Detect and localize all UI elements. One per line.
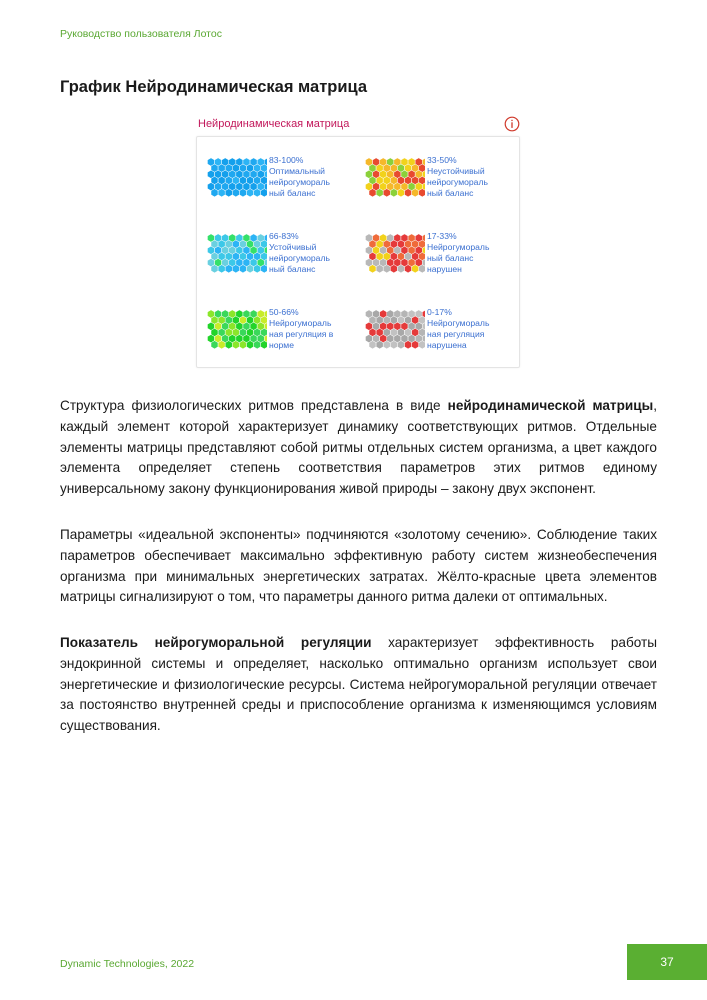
running-header: Руководство пользователя Лотос xyxy=(60,28,222,40)
legend-item-17-33 xyxy=(365,233,515,291)
hex-matrix-swatch xyxy=(365,233,425,277)
legend-line: Устойчивый xyxy=(269,242,317,252)
hex-matrix-swatch xyxy=(207,233,267,277)
text-run: , каждый элемент которой характеризует динамику соответствующих ритмов. Отдельные элементы матрицы представляют собой ритмы отдельных систем организма, а цвет каждого элемента определяет степень соответствия параметров этих ритмов единому универсальному закону функционирования живой природы – закону двух экспонент. xyxy=(60,398,657,497)
hex-cell xyxy=(383,341,390,349)
hex-cell xyxy=(239,265,246,273)
hex-cell xyxy=(369,341,376,349)
hex-cell xyxy=(232,265,239,273)
legend-range: 0-17% xyxy=(427,307,452,317)
info-icon[interactable] xyxy=(504,116,520,132)
hex-cell xyxy=(390,265,397,273)
legend-line: нейрогумораль xyxy=(427,177,488,187)
legend-line: ный баланс xyxy=(269,188,316,198)
hex-matrix-swatch xyxy=(207,157,267,201)
hex-cell xyxy=(218,189,225,197)
hex-cell xyxy=(261,189,267,197)
legend-item-83-100 xyxy=(207,157,357,215)
legend-line: ный баланс xyxy=(427,188,474,198)
legend-line: ная регуляция в xyxy=(269,329,334,339)
hex-cell xyxy=(376,189,383,197)
legend-line: норме xyxy=(269,340,294,350)
legend-line: ный баланс xyxy=(269,264,316,274)
hex-cell xyxy=(247,341,254,349)
legend-line: ный баланс xyxy=(427,253,474,263)
legend-line: нейрогумораль xyxy=(269,177,330,187)
hex-cell xyxy=(261,265,267,273)
hex-cell xyxy=(254,341,261,349)
hex-cell xyxy=(405,189,412,197)
legend-range: 17-33% xyxy=(427,231,457,241)
legend-line: Нейрогумораль xyxy=(427,318,490,328)
section-title: График Нейродинамическая матрица xyxy=(60,78,368,96)
legend-line: ная регуляция xyxy=(427,329,485,339)
bold-term: Показатель нейрогуморальной регуляции xyxy=(60,635,372,650)
text-run: характеризует эффективность работы эндокринной системы и определяет, насколько оптимально организм использует свои энергетические и физиологические ресурсы. Система нейрогуморальной регуляции отвечает за постоянство внутренней среды и приспособление организма к изменяющимся условиям существования. xyxy=(60,635,658,734)
legend-line: нарушена xyxy=(427,340,467,350)
hex-matrix-swatch xyxy=(207,309,267,353)
hex-cell xyxy=(412,265,419,273)
hex-cell xyxy=(225,265,232,273)
legend-range: 66-83% xyxy=(269,231,299,241)
hex-cell xyxy=(390,189,397,197)
legend-range: 50-66% xyxy=(269,307,299,317)
bold-term: нейродинамической матрицы xyxy=(447,398,654,413)
widget-title: Нейродинамическая матрица xyxy=(198,118,350,130)
hex-cell xyxy=(254,189,261,197)
hex-cell xyxy=(412,341,419,349)
hex-cell xyxy=(261,341,267,349)
legend-line: нейрогумораль xyxy=(269,253,330,263)
hex-cell xyxy=(405,265,412,273)
legend-item-50-66 xyxy=(207,309,357,367)
legend-line: Нейрогумораль xyxy=(427,242,490,252)
hex-cell xyxy=(239,341,246,349)
hex-cell xyxy=(369,265,376,273)
legend-item-0-17 xyxy=(365,309,515,367)
hex-cell xyxy=(247,189,254,197)
hex-matrix-swatch xyxy=(365,309,425,353)
hex-cell xyxy=(211,341,218,349)
legend-range: 33-50% xyxy=(427,155,457,165)
hex-cell xyxy=(405,341,412,349)
text-run: Структура физиологических ритмов представлена в виде xyxy=(60,398,448,413)
legend-item-33-50 xyxy=(365,157,515,215)
hex-cell xyxy=(419,189,425,197)
hex-cell xyxy=(254,265,261,273)
legend-line: Нейрогумораль xyxy=(269,318,332,328)
paragraph-matrix-structure xyxy=(60,396,657,500)
hex-cell xyxy=(397,341,404,349)
hex-cell xyxy=(211,265,218,273)
text-run: Параметры «идеальной экспоненты» подчиняются «золотому сечению». Соблюдение таких параметров обеспечивает максимально эффективную работу систем жизнеобеспечения организма при минимальных энергетических затратах. Жёлто-красные цвета элементов матрицы сигнализируют о том, что параметры данного ритма далеки от оптимальных. xyxy=(60,527,657,605)
hex-cell xyxy=(390,341,397,349)
hex-cell xyxy=(239,189,246,197)
hex-cell xyxy=(369,189,376,197)
hex-cell xyxy=(419,341,425,349)
hex-cell xyxy=(376,341,383,349)
neurodynamic-matrix-widget xyxy=(190,112,520,368)
hex-cell xyxy=(247,265,254,273)
hex-cell xyxy=(232,189,239,197)
hex-cell xyxy=(383,265,390,273)
hex-cell xyxy=(376,265,383,273)
hex-cell xyxy=(412,189,419,197)
hex-cell xyxy=(211,189,218,197)
hex-cell xyxy=(419,265,425,273)
hex-cell xyxy=(225,189,232,197)
hex-cell xyxy=(397,265,404,273)
legend-line: нарушен xyxy=(427,264,462,274)
legend-range: 83-100% xyxy=(269,155,304,165)
legend-item-66-83 xyxy=(207,233,357,291)
hex-cell xyxy=(397,189,404,197)
legend-line: Оптимальный xyxy=(269,166,325,176)
paragraph-neurohumoral-index xyxy=(60,633,657,737)
paragraph-ideal-exponent xyxy=(60,525,657,608)
page-number: 37 xyxy=(627,944,707,980)
matrix-legend-panel xyxy=(196,136,520,368)
legend-line: Неустойчивый xyxy=(427,166,485,176)
hex-cell xyxy=(218,341,225,349)
hex-cell xyxy=(383,189,390,197)
hex-cell xyxy=(225,341,232,349)
hex-matrix-swatch xyxy=(365,157,425,201)
hex-cell xyxy=(232,341,239,349)
hex-cell xyxy=(218,265,225,273)
footer-company: Dynamic Technologies, 2022 xyxy=(60,958,195,970)
